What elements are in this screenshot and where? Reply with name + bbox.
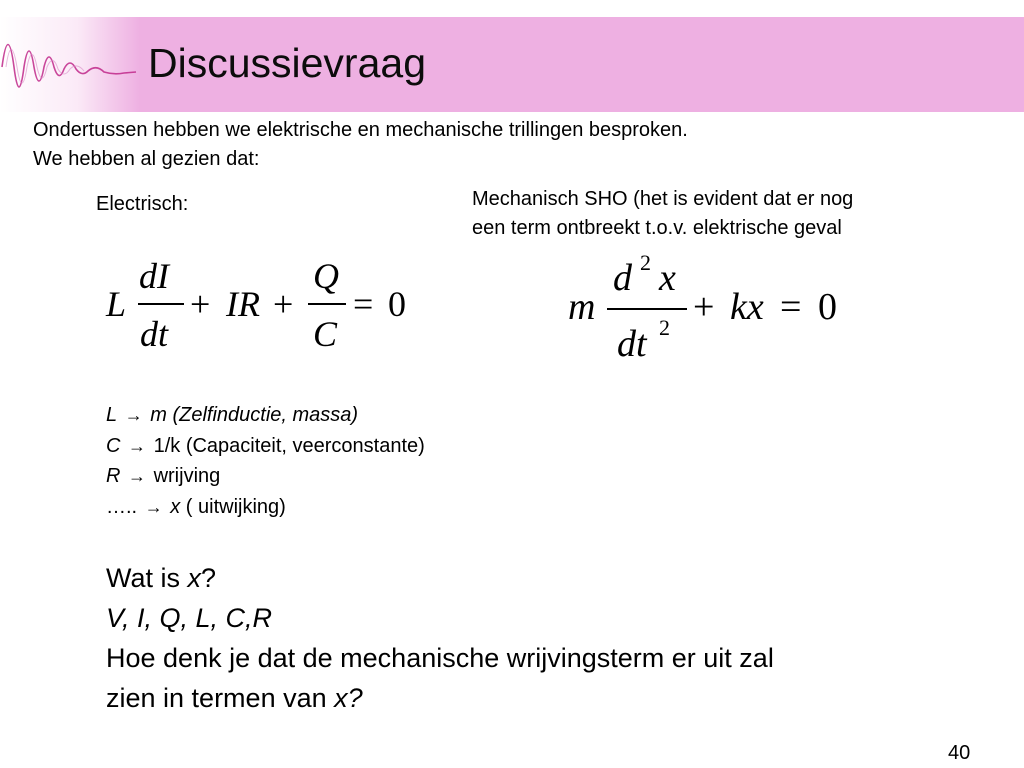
eq-equals: = <box>780 286 802 328</box>
eq-kx: kx <box>730 286 764 328</box>
eq-equals: = <box>353 284 374 324</box>
intro-line-2: We hebben al gezien dat: <box>33 148 260 170</box>
page-number: 40 <box>948 742 971 764</box>
mapping-from: ….. <box>106 495 138 518</box>
question-2-text: zien in termen van <box>106 683 335 713</box>
mechanisch-label <box>472 185 853 243</box>
arrow-right-icon: → <box>128 466 147 486</box>
question-prefix: Wat is <box>106 563 188 593</box>
mechanisch-line-2: een term ontbreekt t.o.v. elektrische geval <box>472 217 842 239</box>
arrow-right-icon: → <box>124 405 143 425</box>
eq-IR: IR <box>226 284 260 324</box>
eq-L: L <box>106 284 127 324</box>
question-suffix: ? <box>201 563 217 593</box>
electrisch-label: Electrisch: <box>96 193 189 215</box>
mapping-to: m (Zelfinductie, massa) <box>150 404 359 426</box>
intro-line-1: Ondertussen hebben we elektrische en mechanische trillingen besproken. <box>33 119 688 141</box>
variables-line <box>106 598 774 638</box>
mapping-item <box>106 400 425 431</box>
eq-dt: dt <box>617 323 647 365</box>
fraction-bar-Q-C <box>308 303 346 305</box>
question-2-line-1: Hoe denk je dat de mechanische wrijvingsterm er uit zal <box>106 643 774 673</box>
mapping-to: 1/k (Capaciteit, veerconstante) <box>153 434 425 457</box>
question-2-line-2 <box>106 678 774 718</box>
arrow-right-icon: → <box>128 435 147 456</box>
eq-plus: + <box>693 286 715 328</box>
fraction-bar-d2x-dt2 <box>607 308 687 310</box>
mapping-item <box>106 431 425 462</box>
eq-plus-2: + <box>273 284 294 324</box>
arrow-right-icon: → <box>144 496 163 517</box>
eq-m: m <box>568 286 596 328</box>
fraction-bar-dI-dt <box>138 303 184 305</box>
mapping-from: R <box>106 465 121 487</box>
eq-dt-exponent: 2 <box>659 315 670 340</box>
eq-x: x <box>659 257 676 299</box>
mapping-to: wrijving <box>153 465 221 487</box>
mapping-from: L <box>106 404 118 426</box>
variables-list: V, I, Q, L, C,R <box>106 603 273 633</box>
eq-dt: dt <box>140 314 169 354</box>
discussion-questions <box>106 558 774 718</box>
eq-zero: 0 <box>818 286 837 328</box>
mapping-from: C <box>106 434 121 457</box>
eq-d: d <box>613 257 632 299</box>
slide-title: Discussievraag <box>148 40 426 86</box>
eq-plus-1: + <box>190 284 211 324</box>
eq-d-exponent: 2 <box>640 250 651 275</box>
oscillation-wave-logo <box>0 17 140 112</box>
mapping-to-variable: x <box>170 495 181 518</box>
mechanisch-line-1: Mechanisch SHO (het is evident dat er nog <box>472 188 854 210</box>
question-variable: x <box>187 563 202 593</box>
eq-zero: 0 <box>388 284 406 324</box>
eq-dI: dI <box>139 256 169 296</box>
question-what-is-x <box>106 558 774 598</box>
analogy-mapping-list <box>106 400 425 522</box>
mapping-item <box>106 461 425 492</box>
mapping-to: ( uitwijking) <box>180 495 286 518</box>
eq-C: C <box>313 314 338 354</box>
mapping-item <box>106 492 425 523</box>
eq-Q: Q <box>313 256 339 296</box>
question-2-variable: x? <box>334 683 363 713</box>
